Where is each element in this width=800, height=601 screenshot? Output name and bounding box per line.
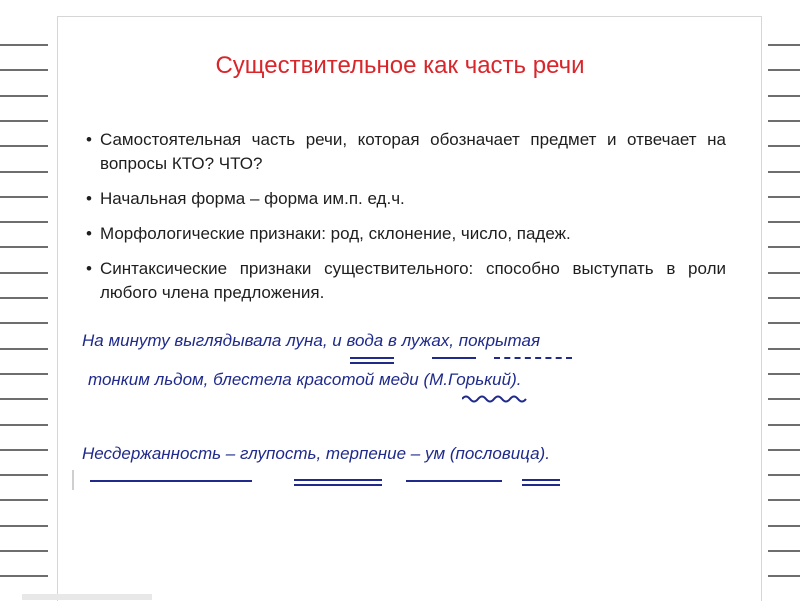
slide-title: Существительное как часть речи [215,52,585,79]
margin-rule-line [768,145,800,147]
margin-rule-line [0,322,48,324]
bullet-item: • Начальная форма – форма им.п. ед.ч. [86,187,726,211]
margin-rule-line [768,373,800,375]
attribute-wavy-underline [462,394,528,404]
margin-rule-line [768,297,800,299]
subject-underline [432,357,476,359]
margin-rule-line [768,348,800,350]
margin-rule-line [768,449,800,451]
bullet-item: • Морфологические признаки: род, склонение, число, падеж. [86,222,726,246]
adverbial-underline [494,357,572,359]
margin-rule-line [0,44,48,46]
predicate-underline [350,357,394,364]
margin-rule-line [768,499,800,501]
margin-rule-line [0,550,48,552]
margin-rule-line [0,348,48,350]
margin-rule-line [768,272,800,274]
margin-rule-line [768,474,800,476]
subject-underline [90,480,252,482]
margin-rule-line [0,525,48,527]
margin-rule-line [768,575,800,577]
margin-rule-line [0,246,48,248]
slide-marker [72,470,74,490]
margin-rule-line [768,171,800,173]
margin-rule-line [768,246,800,248]
margin-rule-line [768,221,800,223]
margin-rule-line [0,95,48,97]
margin-rule-line [768,196,800,198]
example-sentence-line-2: тонким льдом, блестела красотой меди (М.Горький). [88,370,522,389]
bullet-item: • Самостоятельная часть речи, которая обозначает предмет и отвечает на вопросы КТО? ЧТО? [86,128,726,176]
predicate-underline [294,479,382,486]
margin-rule-line [0,272,48,274]
margin-rule-line [0,398,48,400]
margin-rule-line [0,171,48,173]
margin-rule-line [0,575,48,577]
example-proverb-line: Несдержанность – глупость, терпение – ум (пословица). [82,444,550,463]
margin-rule-line [0,499,48,501]
margin-rule-line [0,424,48,426]
margin-rule-line [0,449,48,451]
margin-rule-line [768,44,800,46]
predicate-underline [522,479,560,486]
margin-rule-line [768,398,800,400]
margin-rule-line [0,297,48,299]
margin-rule-line [0,373,48,375]
margin-rule-line [768,322,800,324]
example-sentence-line-1: На минуту выглядывала луна, и вода в лужах, покрытая [82,331,541,350]
margin-rule-line [768,120,800,122]
right-margin-lines [768,0,800,600]
margin-rule-line [768,95,800,97]
margin-rule-line [0,145,48,147]
footer-bar [22,594,152,600]
margin-rule-line [0,120,48,122]
margin-rule-line [0,196,48,198]
bullet-item: • Синтаксические признаки существительного: способно выступать в роли любого члена предложения. [86,257,726,305]
subject-underline [406,480,502,482]
margin-rule-line [768,525,800,527]
left-margin-lines [0,0,48,600]
bullet-list [86,128,726,316]
margin-rule-line [768,424,800,426]
margin-rule-line [0,221,48,223]
margin-rule-line [0,474,48,476]
margin-rule-line [768,550,800,552]
